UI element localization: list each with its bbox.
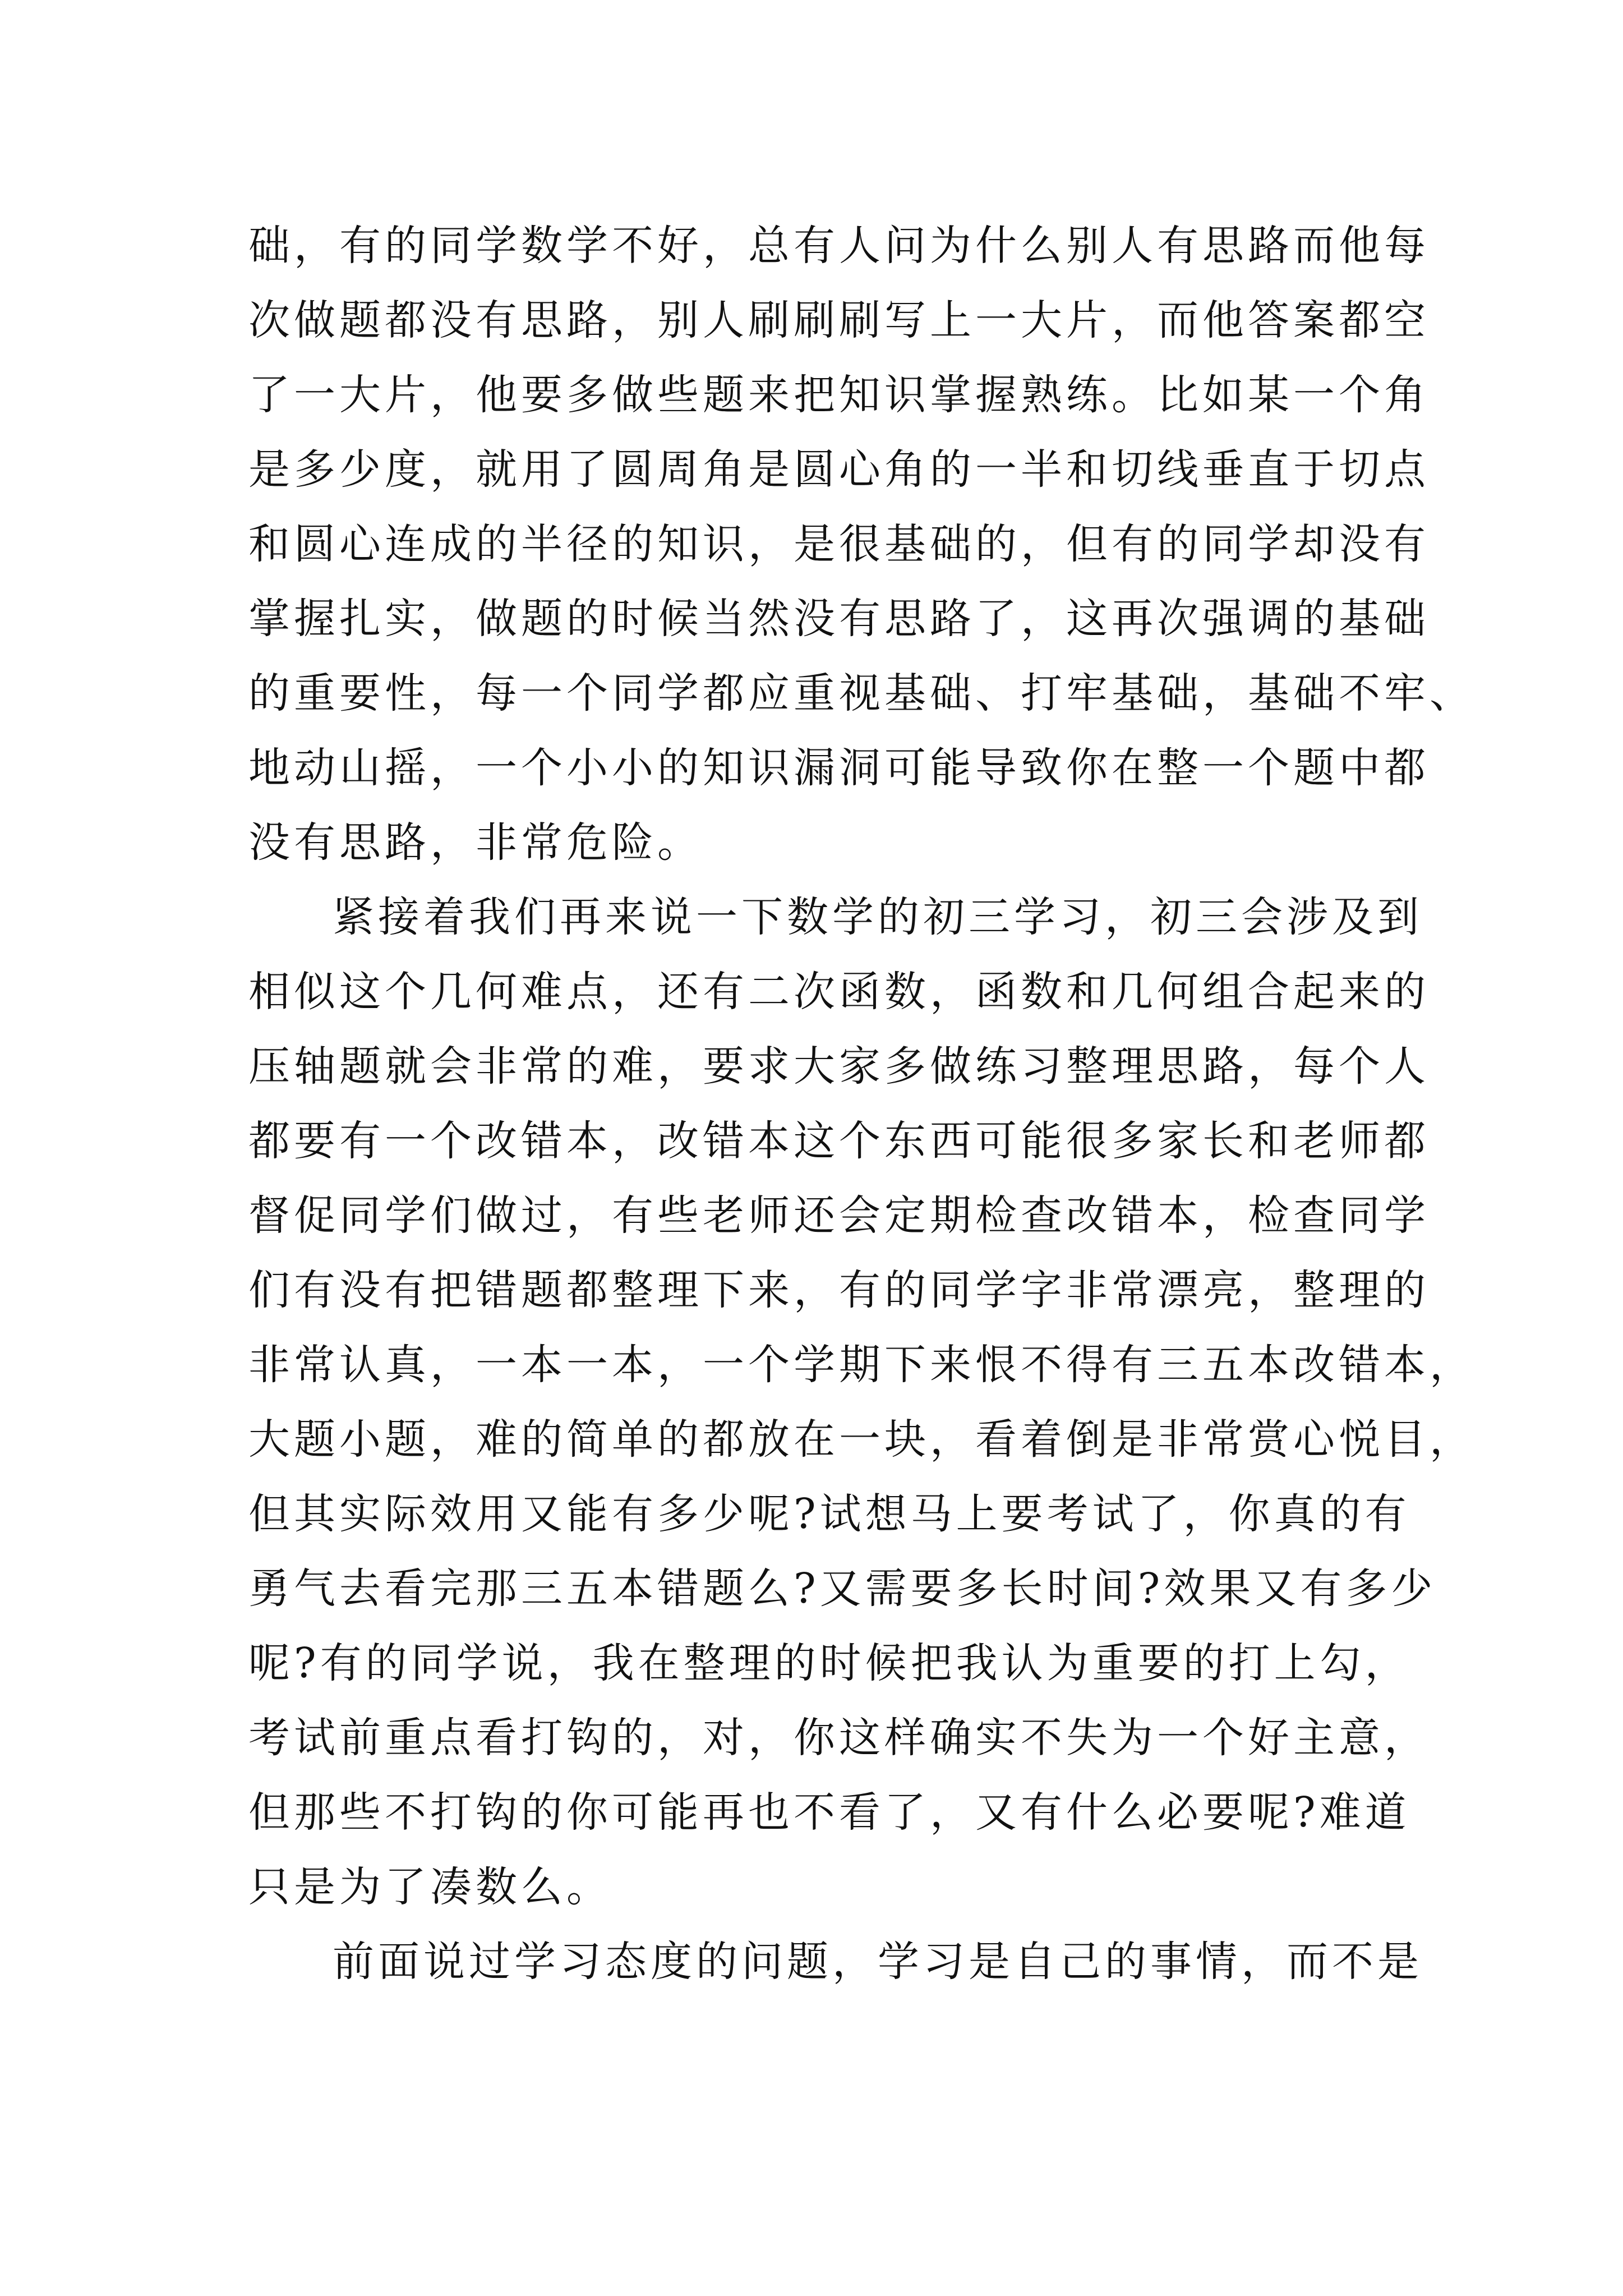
text-line: 都要有一个改错本，改错本这个东西可能很多家长和老师都 bbox=[248, 1117, 1430, 1165]
text-line: 呢?有的同学说，我在整理的时候把我认为重要的打上勾， bbox=[248, 1639, 1410, 1687]
text-line: 没有思路，非常危险。 bbox=[248, 818, 703, 867]
text-line: 次做题都没有思路，别人刷刷刷写上一大片，而他答案都空 bbox=[248, 296, 1430, 344]
text-line: 但那些不打钩的你可能再也不看了，又有什么必要呢?难道 bbox=[248, 1788, 1410, 1837]
text-line: 督促同学们做过，有些老师还会定期检查改错本，检查同学 bbox=[248, 1191, 1430, 1240]
text-line: 大题小题，难的简单的都放在一块，看着倒是非常赏心悦目， bbox=[248, 1415, 1475, 1464]
text-line: 了一大片，他要多做些题来把知识掌握熟练。比如某一个角 bbox=[248, 371, 1430, 419]
text-line: 只是为了凑数么。 bbox=[248, 1863, 612, 1911]
text-line: 压轴题就会非常的难，要求大家多做练习整理思路，每个人 bbox=[248, 1042, 1430, 1091]
text-line: 础，有的同学数学不好，总有人问为什么别人有思路而他每 bbox=[248, 222, 1430, 270]
paragraph-first-line: 紧接着我们再来说一下数学的初三学习，初三会涉及到 bbox=[333, 893, 1423, 941]
text-line: 地动山摇，一个小小的知识漏洞可能导致你在整一个题中都 bbox=[248, 744, 1430, 792]
text-line: 和圆心连成的半径的知识，是很基础的，但有的同学却没有 bbox=[248, 520, 1430, 568]
text-line: 们有没有把错题都整理下来，有的同学字非常漂亮，整理的 bbox=[248, 1266, 1430, 1314]
text-line: 相似这个几何难点，还有二次函数，函数和几何组合起来的 bbox=[248, 968, 1430, 1016]
text-line: 非常认真，一本一本，一个学期下来恨不得有三五本改错本， bbox=[248, 1341, 1475, 1389]
text-line: 但其实际效用又能有多少呢?试想马上要考试了，你真的有 bbox=[248, 1490, 1410, 1538]
text-line: 掌握扎实，做题的时候当然没有思路了，这再次强调的基础 bbox=[248, 595, 1430, 643]
paragraph-first-line: 前面说过学习态度的问题，学习是自己的事情，而不是 bbox=[333, 1938, 1423, 1986]
text-line: 勇气去看完那三五本错题么?又需要多长时间?效果又有多少 bbox=[248, 1565, 1437, 1613]
text-line: 考试前重点看打钩的，对，你这样确实不失为一个好主意， bbox=[248, 1714, 1430, 1762]
text-line: 的重要性，每一个同学都应重视基础、打牢基础，基础不牢、 bbox=[248, 669, 1475, 717]
body-text bbox=[248, 209, 1475, 1999]
text-line: 是多少度，就用了圆周角是圆心角的一半和切线垂直于切点 bbox=[248, 445, 1430, 494]
